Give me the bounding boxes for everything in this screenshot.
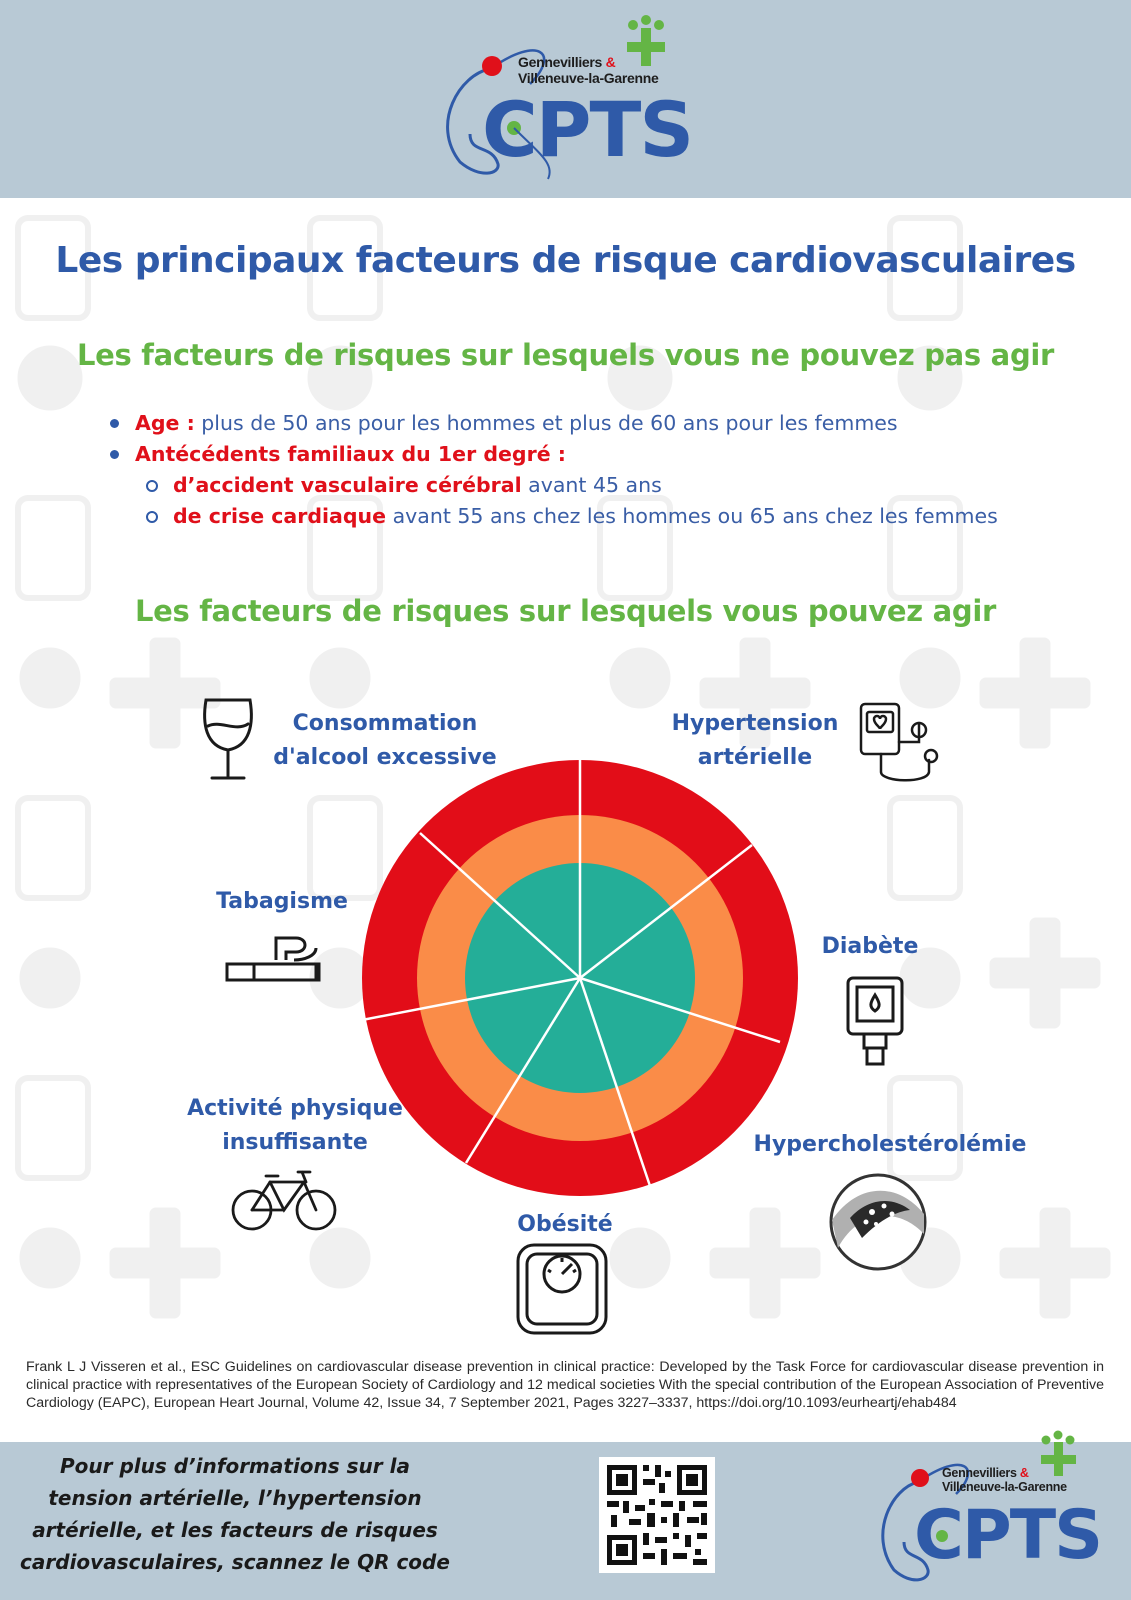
factor-alcohol: Consommation d'alcool excessive bbox=[273, 711, 497, 770]
factor-diabetes: Diabète bbox=[821, 934, 919, 959]
cpts-logo-footer: Gennevilliers & Villeneuve-la-Garenne CPTS bbox=[868, 1430, 1098, 1596]
logo-org-line2: Villeneuve-la-Garenne bbox=[518, 70, 659, 87]
blood-pressure-monitor-icon bbox=[857, 702, 943, 788]
risk-text-stroke: avant 45 ans bbox=[521, 473, 662, 497]
list-subitem bbox=[110, 470, 1090, 501]
watermark-cross-icon bbox=[990, 918, 1100, 1028]
list-item bbox=[110, 408, 1090, 439]
watermark-cross-icon bbox=[710, 1208, 820, 1318]
list-subitem bbox=[110, 501, 1090, 532]
risk-text-heart-attack: avant 55 ans chez les hommes ou 65 ans chez les femmes bbox=[386, 504, 998, 528]
logo-ampersand: & bbox=[605, 54, 616, 70]
wine-glass-icon bbox=[198, 696, 258, 782]
glucose-meter-icon bbox=[845, 975, 905, 1067]
page-title: Les principaux facteurs de risque cardiovasculaires bbox=[55, 240, 1076, 281]
cigarette-icon bbox=[224, 930, 324, 986]
list-item bbox=[110, 439, 1090, 470]
watermark-cross-icon bbox=[110, 1208, 220, 1318]
logo-org-line1: Gennevilliers bbox=[518, 54, 603, 70]
risk-label-stroke: d’accident vasculaire cérébral bbox=[173, 473, 522, 497]
modifiable-heading: Les facteurs de risques sur lesquels vous pouvez agir bbox=[134, 594, 997, 628]
citation-text: Frank L J Visseren et al., ESC Guidelines on cardiovascular disease prevention in clinical practice: Developed by the Task Force for cardiovascular disease prevention in clinical practice with representatives of the European Society of Cardiology and 12 medical societies With the special contribution of the European Association of Preventive Cardiology (EAPC), European Heart Journal, Volume 42, Issue 34, 7 September 2021, Pages 3227–3337, https://doi.org/10.1093/eurheartj/ehab484 bbox=[26, 1359, 1104, 1411]
risk-label-heart-attack: de crise cardiaque bbox=[173, 504, 387, 528]
footer-call-to-action: Pour plus d’informations sur la tension artérielle, l’hypertension artérielle, et les facteurs de risques cardiovasculaires, scannez le QR code bbox=[20, 1454, 450, 1574]
cpts-logo bbox=[430, 14, 693, 184]
watermark-cross-icon bbox=[1000, 1208, 1110, 1318]
logo-acronym: CPTS bbox=[482, 85, 693, 174]
factor-cholesterol: Hypercholestérolémie bbox=[753, 1132, 1027, 1157]
header-band bbox=[0, 0, 1131, 198]
qr-code-icon[interactable] bbox=[599, 1457, 715, 1573]
clogged-artery-icon bbox=[828, 1172, 928, 1272]
factor-hypertension: Hypertension artérielle bbox=[671, 711, 839, 770]
bicycle-icon bbox=[230, 1168, 340, 1232]
factor-obesity: Obésité bbox=[517, 1212, 613, 1237]
non-modifiable-list bbox=[110, 408, 1090, 532]
watermark-cross-icon bbox=[980, 638, 1090, 748]
factor-physical-activity: Activité physique insuffisante bbox=[187, 1096, 403, 1155]
bathroom-scale-icon bbox=[515, 1242, 609, 1336]
risk-label-age: Age : bbox=[135, 411, 195, 435]
risk-text-age: plus de 50 ans pour les hommes et plus de 60 ans pour les femmes bbox=[194, 411, 898, 435]
risk-factor-wheel bbox=[360, 758, 800, 1198]
non-modifiable-heading: Les facteurs de risques sur lesquels vous ne pouvez pas agir bbox=[76, 338, 1055, 372]
factor-smoking: Tabagisme bbox=[216, 889, 348, 914]
risk-label-family-history: Antécédents familiaux du 1er degré : bbox=[135, 442, 566, 466]
